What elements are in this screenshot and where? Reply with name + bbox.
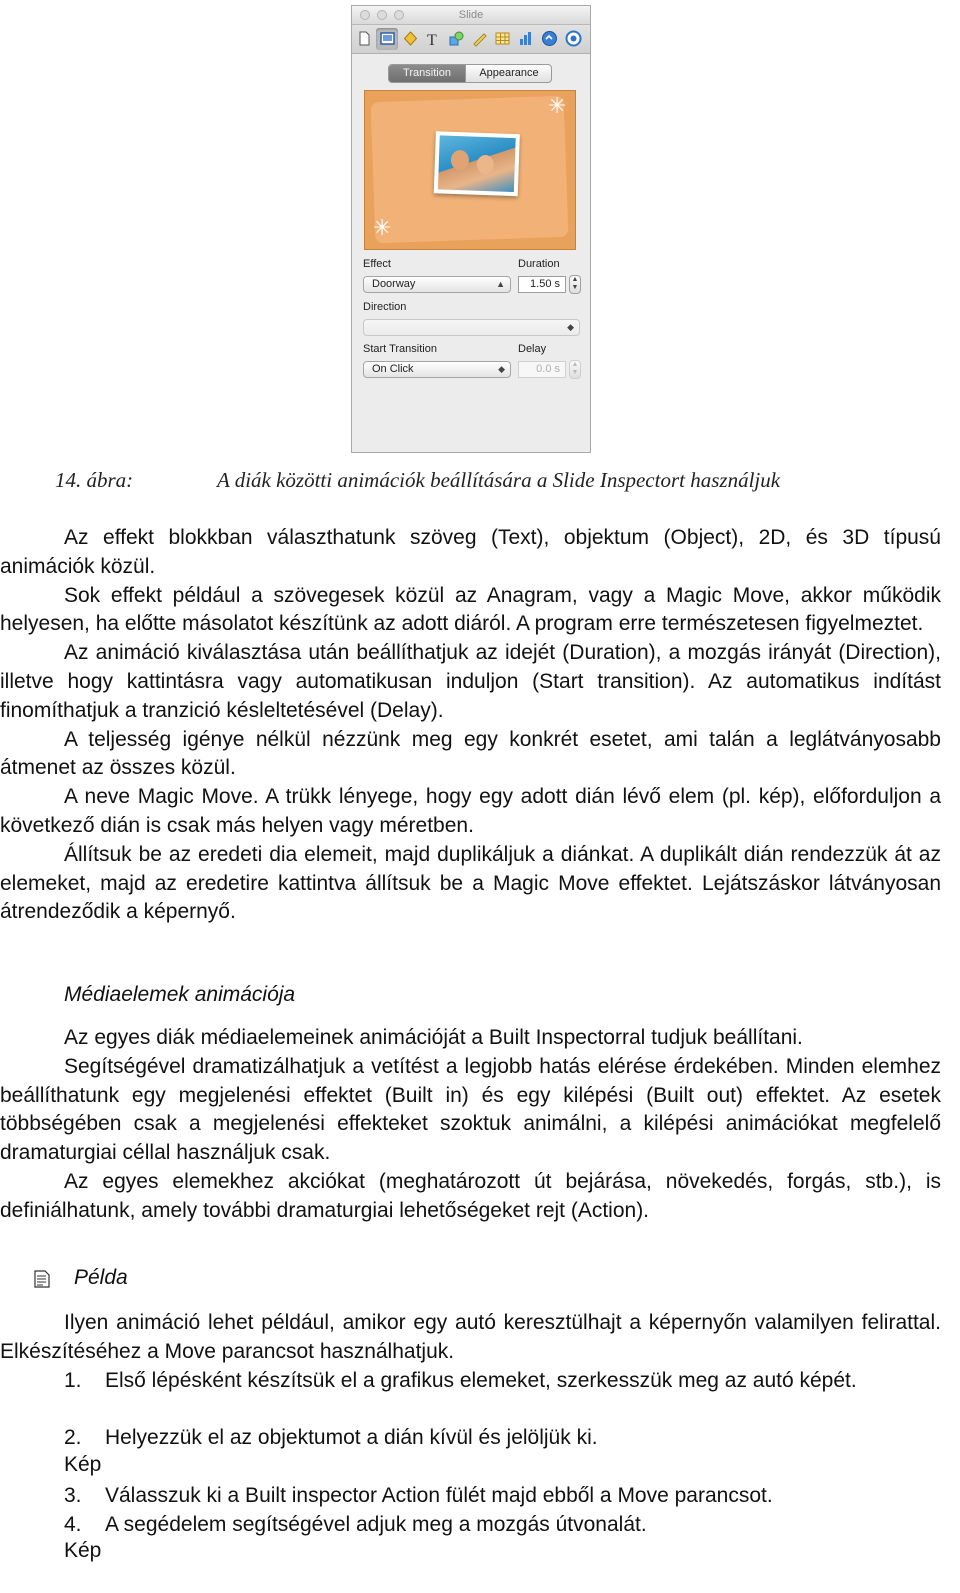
- inspector-toolbar: [352, 25, 590, 54]
- duration-field[interactable]: 1.50 s: [518, 276, 566, 293]
- paragraph: Segítségével dramatizálhatjuk a vetítést a legjobb hatás elérése érdekében. Minden elemhez beállíthatunk egy megjelenési effektet (Built in) és egy kilépési (Built out) effektet. Az esetek többségében csak a megjelenési effekteket szoktuk animálni, a kilépési animációkat megfelelő dramaturgiai céllal használjuk csak.: [0, 1054, 941, 1165]
- paragraph: Állítsuk be az eredeti dia elemeit, majd duplikáljuk a diánkat. A duplikált dián rendezzük át az elemeket, majd az eredetire kattintva állítsuk be a Magic Move effektet. Lejátszáskor látványosan átrendeződik a képernyő.: [0, 842, 941, 924]
- hyperlink-icon[interactable]: [541, 30, 558, 47]
- duration-stepper[interactable]: ▲ ▼: [569, 275, 581, 294]
- preview-photo: [434, 131, 520, 196]
- paragraph: Az egyes elemekhez akciókat (meghatározott út bejárása, növekedés, forgás, stb.), is definiálhatunk, amely további dramaturgiai lehetőségeket rejt (Action).: [0, 1169, 941, 1222]
- paragraph: A teljesség igénye nélkül nézzünk meg egy konkrét esetet, ami talán a leglátványosabb átmenet az összes közül.: [0, 727, 941, 780]
- delay-stepper[interactable]: ▲ ▼: [569, 360, 581, 379]
- figure-number: 14. ábra:: [55, 468, 134, 492]
- paragraph: Az animáció kiválasztása után beállíthatjuk az idejét (Duration), a mozgás irányát (Direction), illetve hogy kattintásra vagy automatikusan induljon (Start transition). Az automatikus indítást finomíthatjuk a tranzició késleltetésével (Delay).: [0, 641, 941, 722]
- graphic-icon[interactable]: [448, 30, 465, 47]
- section-heading-block: [0, 981, 941, 1010]
- body-text-block-1: [0, 524, 941, 927]
- figure-caption: [55, 468, 781, 493]
- chart-icon[interactable]: [517, 30, 534, 47]
- window-titlebar: [352, 6, 590, 25]
- paragraph: A neve Magic Move. A trükk lényege, hogy egy adott dián lévő elem (pl. kép), előforduljon a következő dián is csak más helyen vagy méretben.: [0, 785, 941, 837]
- duration-label: Duration: [518, 258, 560, 270]
- quicktime-icon[interactable]: [565, 30, 582, 47]
- effect-label: Effect: [363, 258, 391, 270]
- delay-label: Delay: [518, 343, 547, 355]
- figure-caption-text: A diák közötti animációk beállítására a Slide Inspectort használjuk: [217, 468, 781, 492]
- paragraph: Az effekt blokkban választhatunk szöveg (Text), objektum (Object), 2D, és 3D típusú animációk közül.: [0, 526, 941, 578]
- start-transition-popup[interactable]: On Click ◆: [363, 361, 511, 378]
- example-text-block: [0, 1309, 941, 1367]
- direction-popup[interactable]: [363, 319, 580, 336]
- document-icon[interactable]: [356, 30, 373, 47]
- list-item-number: 4.: [64, 1513, 82, 1536]
- window-title: Slide: [458, 9, 484, 21]
- slide-inspector-window: [351, 5, 591, 453]
- note-icon: [34, 1270, 50, 1288]
- section-heading: Médiaelemek animációja: [64, 983, 296, 1006]
- text-icon[interactable]: [425, 30, 442, 47]
- metrics-icon[interactable]: [471, 30, 488, 47]
- inspector-tab-control: [388, 64, 552, 83]
- tab-appearance[interactable]: Appearance: [465, 65, 552, 82]
- tab-transition[interactable]: Transition: [389, 65, 465, 82]
- popup-arrows-icon: ◆: [498, 364, 505, 374]
- svg-text:T: T: [427, 32, 437, 47]
- build-icon[interactable]: [402, 30, 419, 47]
- transition-preview: [364, 90, 576, 250]
- list-item-text: Válasszuk ki a Built inspector Action fülét majd ebből a Move parancsot.: [105, 1484, 773, 1507]
- effect-popup[interactable]: Doorway ▲: [363, 276, 511, 293]
- direction-label: Direction: [363, 301, 407, 313]
- slide-icon[interactable]: [379, 30, 396, 47]
- list-item-number: 3.: [64, 1484, 82, 1507]
- example-label: Példa: [74, 1266, 128, 1289]
- list-item-text: Első lépésként készítsük el a grafikus elemeket, szerkesszük meg az autó képét.: [105, 1369, 857, 1392]
- list-item-text: Helyezzük el az objektumot a dián kívül és jelöljük ki.: [105, 1426, 598, 1449]
- paragraph: Sok effekt például a szövegesek közül az Anagram, vagy a Magic Move, akkor működik helyesen, ha előtte másolatot készítünk az adott diáról. A program erre természetesen figyelmeztet.: [0, 583, 941, 636]
- list-item-number: 1.: [64, 1369, 82, 1392]
- start-transition-label: Start Transition: [363, 343, 437, 355]
- popup-arrows-icon: ▲: [496, 279, 505, 289]
- paragraph: Az egyes diák médiaelemeinek animációját a Built Inspectorral tudjuk beállítani.: [64, 1026, 803, 1049]
- paragraph: Ilyen animáció lehet például, amikor egy autó keresztülhajt a képernyőn valamilyen felirattal. Elkészítéséhez a Move parancsot használhatjuk.: [0, 1311, 941, 1363]
- popup-arrows-icon: ◆: [567, 322, 574, 332]
- table-icon[interactable]: [494, 30, 511, 47]
- image-placeholder: Kép: [64, 1539, 102, 1562]
- sparkle-icon: ✳: [548, 93, 567, 118]
- body-text-block-2: [0, 1024, 941, 1226]
- image-placeholder: Kép: [64, 1453, 102, 1476]
- sparkle-icon: ✳: [373, 215, 392, 240]
- delay-field[interactable]: 0.0 s: [518, 361, 566, 378]
- slide-preview-card: [371, 93, 569, 244]
- list-item-number: 2.: [64, 1426, 82, 1449]
- list-item-text: A segédelem segítségével adjuk meg a mozgás útvonalát.: [105, 1513, 647, 1536]
